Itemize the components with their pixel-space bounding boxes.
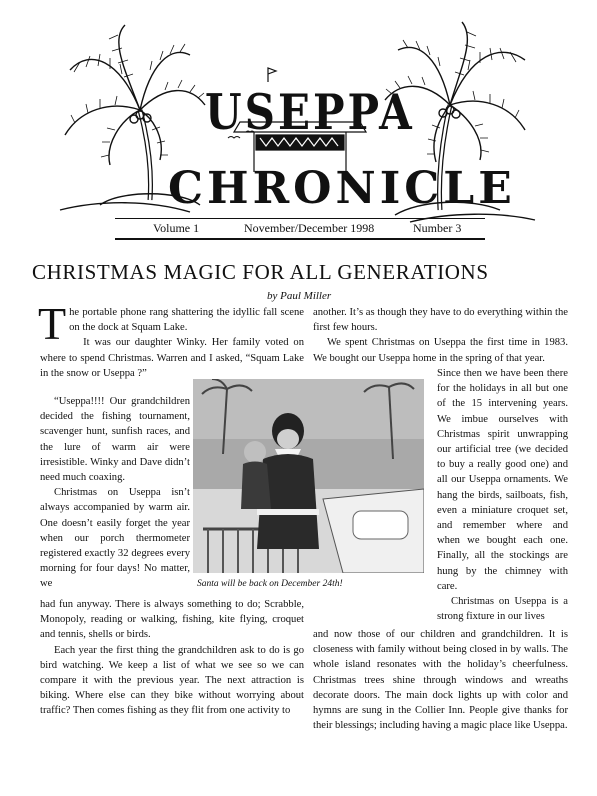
paragraph: and now those of our children and grandchildren. It is closeness with family without being closed in by walls. The whole island resonates with the holiday’s cheerfulness. Christmas trees shine through windows and wreaths decorate doors. The main dock lights up with color and hymns are sung in the Collier Inn. People give thanks for their blessings; including having a magic place like Useppa. [313,629,568,732]
paragraph: he portable phone rang shattering the idyllic fall scene on the dock at Squam Lake. [69,307,304,334]
right-column-top [313,305,568,366]
santa-photo [193,379,424,573]
issue-number: Number 3 [413,221,462,235]
paragraph: It was our daughter Winky. Her family voted on where to spend Christmas. Warren and I asked, “Squam Lake in the snow or Useppa ?” [40,337,304,379]
right-column-bottom [313,627,568,733]
left-column-narrow [40,394,190,592]
headline: CHRISTMAS MAGIC FOR ALL GENERATIONS [32,260,489,284]
paragraph: Christmas on Useppa isn’t always accompanied by warm air. One doesn’t easily forget the year when our porch thermometer registered exactly 32 degrees every morning for four days! No matter, we [40,487,190,590]
issue-info-bar [115,218,485,240]
paragraph: We spent Christmas on Useppa the first time in 1983. We bought our Useppa home in the spring of that year. [313,337,568,364]
paragraph: another. It’s as though they have to do everything within the first few hours. [313,307,568,334]
paragraph: Each year the first thing the grandchildren ask to do is go bird watching. We keep a list of what we see so we can compare it with the previous year. The next attraction is biking. Where else can they bike without worrying about traffic? Then comes fishing as they flit from one activity to [40,644,304,717]
left-column-bottom [40,597,304,719]
right-column-narrow [437,366,568,624]
paragraph: Christmas on Useppa is a strong fixture in our lives [437,596,568,623]
drop-cap: T [38,298,67,349]
photo-caption: Santa will be back on December 24th! [197,579,343,589]
masthead-title-line2: CHRONICLE [168,163,516,214]
santa-photo-image [193,379,424,573]
paragraph: had fun anyway. There is always something to do; Scrabble, Monopoly, reading or walking, fishing, kite flying, croquet and tennis, shells or birds. [40,599,304,641]
masthead-title-line1: USEPPA [205,84,415,141]
paragraph: Since then we have been there for the holidays in all but one of the 15 intervening years. We imbue ourselves with Christmas spirit unwrapping our artificial tree (we decided to buy a really good one) and all our Useppa ornaments. We hang the birds, sailboats, fish, even a miniature croquet set, and remember where and when we bought each one. Finally, all the stockings are hung by the chimney with care. [437,368,568,592]
volume-label: Volume 1 [153,221,200,235]
left-column-top [38,298,304,381]
paragraph: “Useppa!!!! Our grandchildren decided the fishing tournament, scavenger hunt, sunfish races, and the lure of warm air were irresistible. Winky and Dave didn’t need much coaxing. [40,396,190,484]
byline: by Paul Miller [267,290,332,302]
issue-date: November/December 1998 [244,221,375,235]
